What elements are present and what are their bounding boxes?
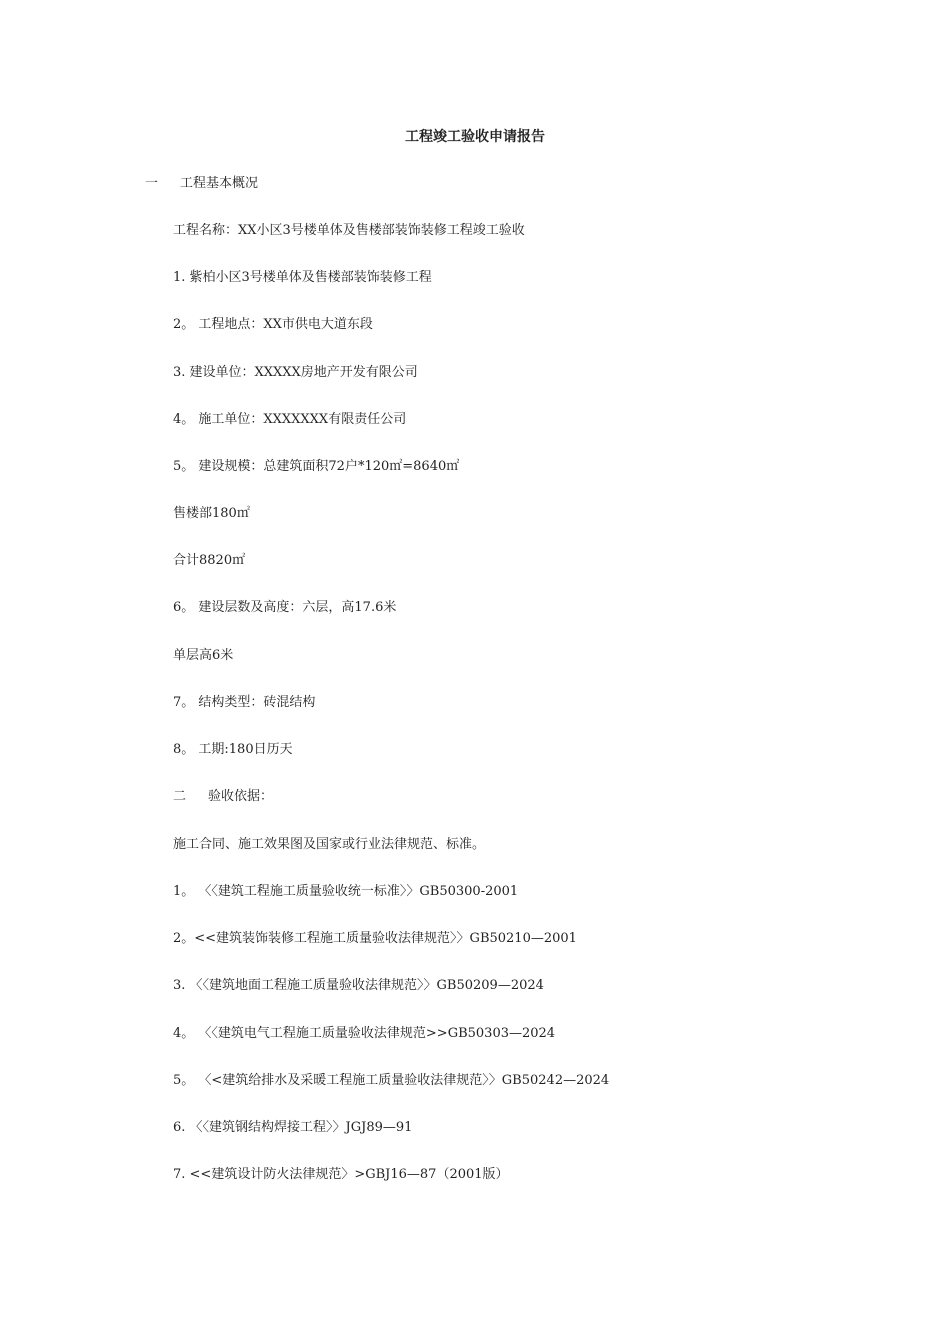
document-title: 工程竣工验收申请报告 [405,129,545,145]
section-title: 验收依据： [208,789,274,804]
basis-intro: 施工合同、施工效果图及国家或行业法律规范、标准。 [173,837,486,852]
overview-item: 8。 工期:180日历天 [173,742,293,757]
section-number: 一 [145,176,159,191]
overview-item: 1. 紫柏小区3号楼单体及售楼部装饰装修工程 [173,270,432,285]
overview-item: 2。 工程地点：XX市供电大道东段 [173,317,373,332]
overview-item: 售楼部180㎡ [173,506,250,521]
basis-item: 4。 〈〈建筑电气工程施工质量验收法律规范>>GB50303—2024 [173,1026,556,1041]
overview-item: 4。 施工单位：XXXXXXX有限责任公司 [173,412,407,427]
project-name: 工程名称：XX小区3号楼单体及售楼部装饰装修工程竣工验收 [173,223,525,238]
basis-item: 7. <<建筑设计防火法律规范〉>GBJ16—87（2001版） [173,1167,509,1182]
overview-item: 合计8820㎡ [173,553,246,568]
overview-item: 6。 建设层数及高度：六层，高17.6米 [173,600,397,615]
basis-item: 3. 〈〈建筑地面工程施工质量验收法律规范〉〉GB50209—2024 [173,978,544,993]
basis-item: 5。 〈<建筑给排水及采暖工程施工质量验收法律规范〉〉GB50242—2024 [173,1073,610,1088]
overview-item: 7。 结构类型：砖混结构 [173,695,316,710]
basis-item: 1。 〈〈建筑工程施工质量验收统一标准〉〉GB50300-2001 [173,884,519,899]
section-number: 二 [173,789,187,804]
overview-item: 5。 建设规模：总建筑面积72户*120㎡=8640㎡ [173,459,460,474]
section-title: 工程基本概况 [180,176,259,191]
basis-item: 2。<<建筑装饰装修工程施工质量验收法律规范〉〉GB50210—2001 [173,931,577,946]
overview-item: 3. 建设单位：XXXXX房地产开发有限公司 [173,365,418,380]
overview-item: 单层高6米 [173,648,234,663]
basis-item: 6. 〈〈建筑钢结构焊接工程〉〉JGJ89—91 [173,1120,413,1135]
